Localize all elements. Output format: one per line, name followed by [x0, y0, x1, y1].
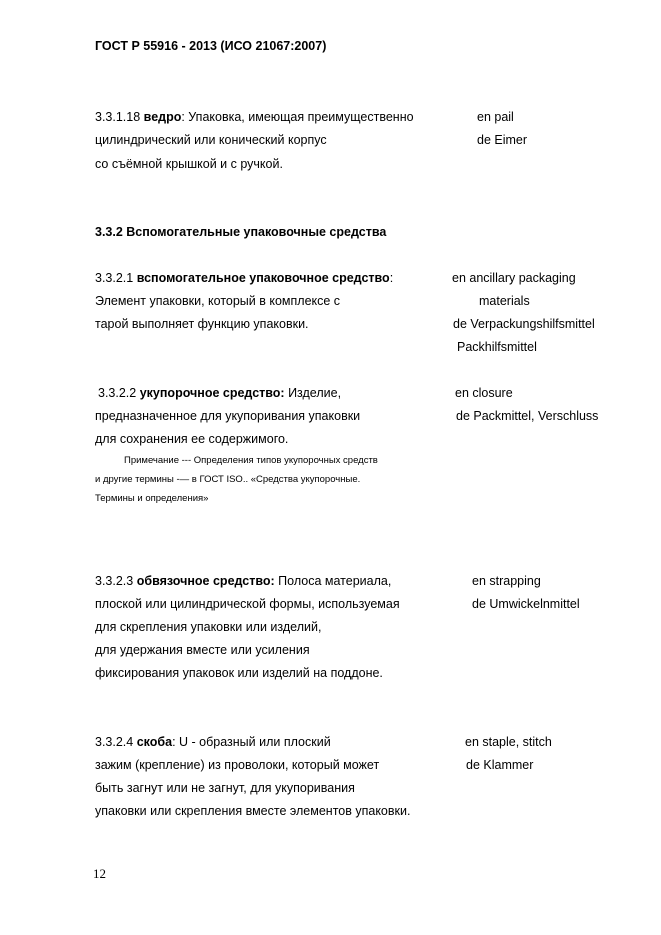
equivalent-term: de Packmittel, Verschluss: [456, 409, 599, 423]
entry-number: 3.3.1.18: [95, 110, 141, 124]
entry-number: 3.3.2.1: [95, 271, 134, 285]
entry-text: тарой выполняет функцию упаковки.: [95, 317, 309, 331]
entry-text: :: [389, 271, 394, 285]
entry-term: обвязочное средство:: [136, 574, 275, 588]
equivalent-term: en closure: [455, 386, 513, 400]
entry-text: плоской или цилиндрической формы, используемая: [95, 597, 400, 611]
equivalent-term: de Eimer: [477, 133, 528, 147]
entry-text: для сохранения ее содержимого.: [95, 432, 289, 446]
entry-line: [95, 574, 391, 588]
entry-number: 3.3.2.3: [95, 574, 134, 588]
entry-text: фиксирования упаковок или изделий на поддоне.: [95, 666, 383, 680]
equivalent-term: en staple, stitch: [465, 735, 552, 749]
entry-text: : U - образный или плоский: [172, 735, 331, 749]
entry-text: быть загнут или не загнут, для укупоривания: [95, 781, 355, 795]
entry-line: [95, 110, 414, 124]
entry-text: Изделие,: [284, 386, 342, 400]
entry-term: скоба: [136, 735, 173, 749]
equivalent-term: Packhilfsmittel: [457, 340, 537, 354]
entry-term: ведро: [143, 110, 182, 124]
entry-text: для скрепления упаковки или изделий,: [95, 620, 322, 634]
entry-note: Примечание --- Определения типов укупорочных средств: [124, 455, 378, 466]
entry-text: цилиндрический или конический корпус: [95, 133, 327, 147]
entry-number: 3.3.2.2: [98, 386, 137, 400]
section-heading: 3.3.2 Вспомогательные упаковочные средства: [95, 225, 387, 239]
entry-number: 3.3.2.4: [95, 735, 134, 749]
entry-line: [95, 735, 331, 749]
entry-text: : Упаковка, имеющая преимущественно: [181, 110, 414, 124]
entry-text: со съёмной крышкой и с ручкой.: [95, 157, 283, 171]
page-number: 12: [93, 866, 106, 881]
equivalent-term: de Verpackungshilfsmittel: [453, 317, 595, 331]
entry-note: Термины и определения»: [95, 493, 209, 504]
equivalent-term: de Umwickelnmittel: [472, 597, 580, 611]
entry-text: Элемент упаковки, который в комплексе с: [95, 294, 341, 308]
entry-text: для удержания вместе или усиления: [95, 643, 310, 657]
entry-term: укупорочное средство:: [139, 386, 285, 400]
equivalent-term: en strapping: [472, 574, 541, 588]
entry-term: вспомогательное упаковочное средство: [136, 271, 390, 285]
entry-note: и другие термины -— в ГОСТ ISO.. «Средства укупорочные.: [95, 474, 361, 485]
entry-line: [98, 386, 341, 400]
equivalent-term: de Klammer: [466, 758, 534, 772]
equivalent-term: en ancillary packaging: [452, 271, 576, 285]
entry-text: предназначенное для укупоривания упаковки: [95, 409, 361, 423]
entry-line: [95, 271, 393, 285]
entry-text: Полоса материала,: [274, 574, 392, 588]
entry-text: упаковки или скрепления вместе элементов упаковки.: [95, 804, 411, 818]
document-header: ГОСТ Р 55916 - 2013 (ИСО 21067:2007): [95, 39, 327, 53]
equivalent-term: materials: [479, 294, 530, 308]
equivalent-term: en pail: [477, 110, 514, 124]
entry-text: зажим (крепление) из проволоки, который может: [95, 758, 380, 772]
